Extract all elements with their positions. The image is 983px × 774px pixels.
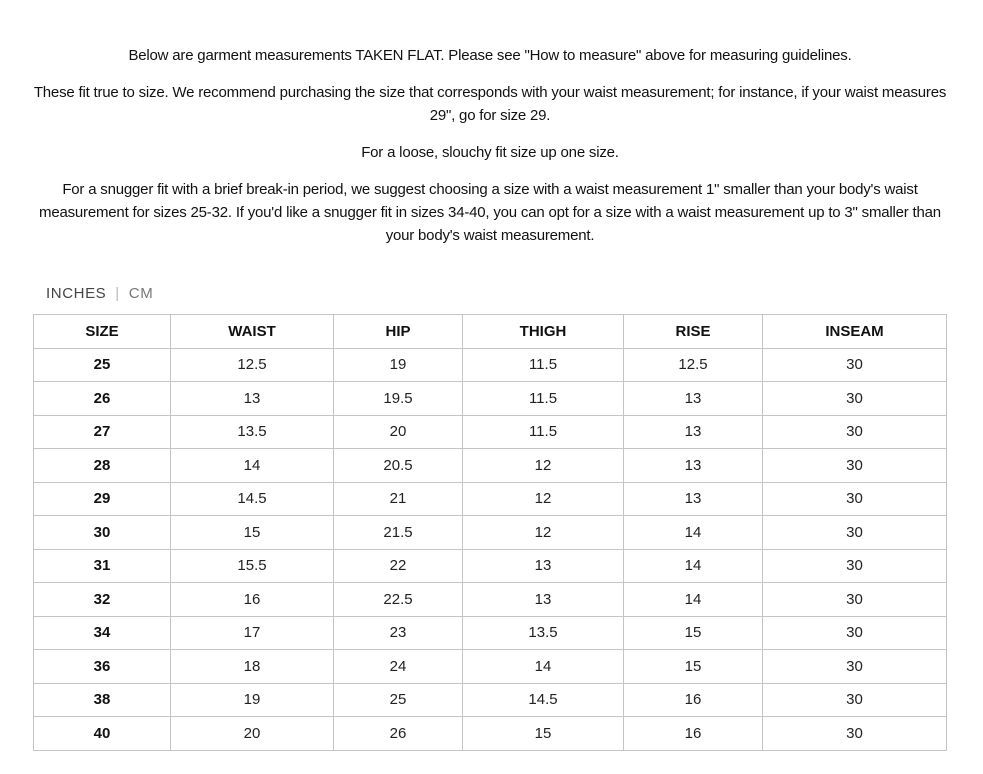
table-row <box>34 683 947 717</box>
unit-toggle <box>46 285 153 302</box>
rise-cell: 13 <box>624 482 763 516</box>
thigh-cell: 12 <box>463 482 624 516</box>
hip-cell: 20 <box>334 415 463 449</box>
thigh-cell: 12 <box>463 516 624 550</box>
rise-cell: 16 <box>624 717 763 751</box>
inseam-cell: 30 <box>763 549 947 583</box>
rise-cell: 13 <box>624 415 763 449</box>
table-row <box>34 415 947 449</box>
waist-cell: 16 <box>171 583 334 617</box>
inseam-cell: 30 <box>763 382 947 416</box>
inseam-cell: 30 <box>763 449 947 483</box>
table-row <box>34 449 947 483</box>
waist-cell: 20 <box>171 717 334 751</box>
waist-cell: 13.5 <box>171 415 334 449</box>
inseam-cell: 30 <box>763 516 947 550</box>
rise-cell: 14 <box>624 549 763 583</box>
size-cell: 25 <box>34 348 171 382</box>
unit-cm-tab[interactable]: CM <box>128 285 154 302</box>
table-row <box>34 382 947 416</box>
waist-cell: 15 <box>171 516 334 550</box>
hip-cell: 20.5 <box>334 449 463 483</box>
table-row <box>34 549 947 583</box>
size-cell: 27 <box>34 415 171 449</box>
header-size: SIZE <box>34 315 171 349</box>
table-body <box>34 348 947 750</box>
inseam-cell: 30 <box>763 415 947 449</box>
size-cell: 36 <box>34 650 171 684</box>
intro-true-to-size-note: These fit true to size. We recommend purchasing the size that corresponds with your waist measurement; for instance, if your waist measures 29", go for size 29. <box>33 84 947 124</box>
hip-cell: 25 <box>334 683 463 717</box>
waist-cell: 12.5 <box>171 348 334 382</box>
size-chart-table <box>33 314 947 751</box>
thigh-cell: 11.5 <box>463 415 624 449</box>
inseam-cell: 30 <box>763 583 947 617</box>
waist-cell: 14 <box>171 449 334 483</box>
hip-cell: 22.5 <box>334 583 463 617</box>
rise-cell: 15 <box>624 616 763 650</box>
hip-cell: 23 <box>334 616 463 650</box>
hip-cell: 21.5 <box>334 516 463 550</box>
hip-cell: 19 <box>334 348 463 382</box>
rise-cell: 14 <box>624 516 763 550</box>
inseam-cell: 30 <box>763 650 947 684</box>
thigh-cell: 13.5 <box>463 616 624 650</box>
thigh-cell: 15 <box>463 717 624 751</box>
header-inseam: INSEAM <box>763 315 947 349</box>
size-cell: 28 <box>34 449 171 483</box>
hip-cell: 21 <box>334 482 463 516</box>
waist-cell: 13 <box>171 382 334 416</box>
unit-inches-tab[interactable]: INCHES <box>46 285 107 302</box>
table-row <box>34 616 947 650</box>
table-header-row <box>34 315 947 349</box>
thigh-cell: 13 <box>463 549 624 583</box>
thigh-cell: 12 <box>463 449 624 483</box>
waist-cell: 15.5 <box>171 549 334 583</box>
header-waist: WAIST <box>171 315 334 349</box>
waist-cell: 18 <box>171 650 334 684</box>
header-hip: HIP <box>334 315 463 349</box>
rise-cell: 14 <box>624 583 763 617</box>
thigh-cell: 14.5 <box>463 683 624 717</box>
rise-cell: 12.5 <box>624 348 763 382</box>
inseam-cell: 30 <box>763 616 947 650</box>
hip-cell: 24 <box>334 650 463 684</box>
rise-cell: 16 <box>624 683 763 717</box>
table-row <box>34 482 947 516</box>
thigh-cell: 13 <box>463 583 624 617</box>
rise-cell: 13 <box>624 449 763 483</box>
inseam-cell: 30 <box>763 348 947 382</box>
intro-loose-fit-note: For a loose, slouchy fit size up one size. <box>361 144 619 161</box>
unit-separator: | <box>115 285 120 302</box>
inseam-cell: 30 <box>763 683 947 717</box>
size-cell: 38 <box>34 683 171 717</box>
header-rise: RISE <box>624 315 763 349</box>
table-row <box>34 516 947 550</box>
size-cell: 29 <box>34 482 171 516</box>
table-row <box>34 583 947 617</box>
rise-cell: 15 <box>624 650 763 684</box>
size-cell: 26 <box>34 382 171 416</box>
size-cell: 31 <box>34 549 171 583</box>
fit-guide-intro <box>30 44 950 261</box>
thigh-cell: 14 <box>463 650 624 684</box>
hip-cell: 26 <box>334 717 463 751</box>
intro-snug-fit-note: For a snugger fit with a brief break-in period, we suggest choosing a size with a waist measurement 1" smaller than your body's waist measurement for sizes 25-32. If you'd like a snugger fit in sizes 34-40, you can opt for a size with a waist measurement up to 3" smaller than your body's waist measurement. <box>39 181 941 244</box>
table-row <box>34 650 947 684</box>
waist-cell: 17 <box>171 616 334 650</box>
waist-cell: 19 <box>171 683 334 717</box>
thigh-cell: 11.5 <box>463 348 624 382</box>
hip-cell: 22 <box>334 549 463 583</box>
table-row <box>34 348 947 382</box>
waist-cell: 14.5 <box>171 482 334 516</box>
rise-cell: 13 <box>624 382 763 416</box>
size-cell: 40 <box>34 717 171 751</box>
inseam-cell: 30 <box>763 482 947 516</box>
size-cell: 30 <box>34 516 171 550</box>
size-cell: 32 <box>34 583 171 617</box>
header-thigh: THIGH <box>463 315 624 349</box>
thigh-cell: 11.5 <box>463 382 624 416</box>
inseam-cell: 30 <box>763 717 947 751</box>
hip-cell: 19.5 <box>334 382 463 416</box>
intro-measurement-note: Below are garment measurements TAKEN FLAT. Please see "How to measure" above for measuring guidelines. <box>128 47 852 64</box>
table-row <box>34 717 947 751</box>
size-cell: 34 <box>34 616 171 650</box>
